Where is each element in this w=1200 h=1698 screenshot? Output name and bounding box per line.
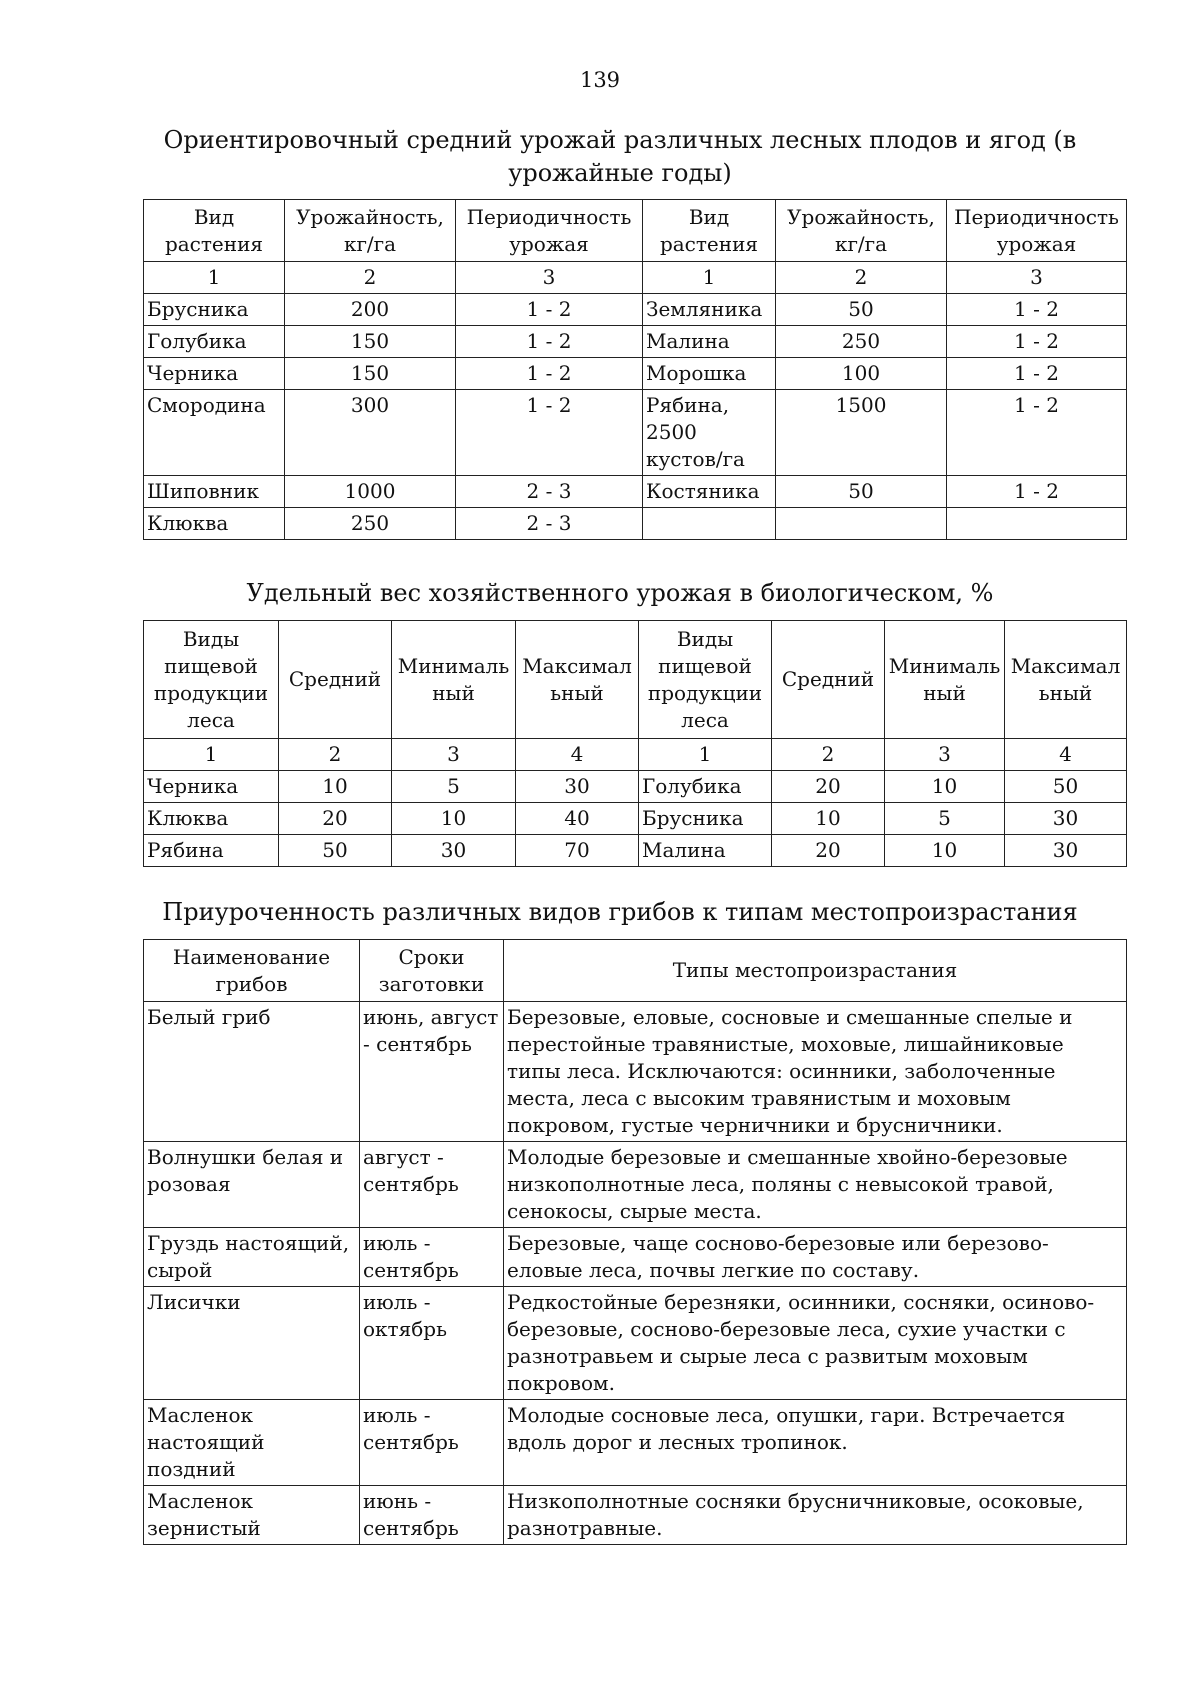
- mushroom-table: [143, 939, 1127, 1545]
- table2-number-row: [144, 739, 1127, 771]
- yield-value: 150: [285, 326, 456, 358]
- average-value: 50: [279, 835, 392, 867]
- mushroom-name: Белый гриб: [144, 1002, 360, 1142]
- min-value: 10: [392, 803, 516, 835]
- table2-header: Максимал ьный: [1005, 621, 1127, 739]
- table-row: [144, 1486, 1127, 1545]
- average-value: 10: [279, 771, 392, 803]
- periodicity-value: 1 - 2: [456, 390, 643, 476]
- product-name: Малина: [639, 835, 772, 867]
- table3-header-row: [144, 940, 1127, 1002]
- habitat-description: Молодые сосновые леса, опушки, гари. Встречается вдоль дорог и лесных тропинок.: [504, 1400, 1127, 1486]
- table3-title: Приуроченность различных видов грибов к типам местопроизрастания: [162, 898, 1078, 926]
- table-row: [144, 803, 1127, 835]
- mushroom-name: Лисички: [144, 1287, 360, 1400]
- table1-header-row: [144, 200, 1127, 262]
- table-row: [144, 1228, 1127, 1287]
- share-table: [143, 620, 1127, 867]
- min-value: 5: [885, 803, 1005, 835]
- plant-name: Брусника: [144, 294, 285, 326]
- table1-header: Периодичность урожая: [947, 200, 1127, 262]
- page-number: 139: [579, 68, 621, 92]
- periodicity-value: 1 - 2: [456, 294, 643, 326]
- column-number: 3: [456, 262, 643, 294]
- plant-name: Малина: [643, 326, 776, 358]
- column-number: 3: [885, 739, 1005, 771]
- table1-header: Урожайность, кг/га: [285, 200, 456, 262]
- table2-header: Минималь ный: [392, 621, 516, 739]
- harvest-period: июнь, август - сентябрь: [360, 1002, 504, 1142]
- table-row: [144, 1400, 1127, 1486]
- column-number: 3: [392, 739, 516, 771]
- yield-value: 100: [776, 358, 947, 390]
- min-value: 10: [885, 771, 1005, 803]
- habitat-description: Березовые, чаще сосново-березовые или березово-еловые леса, почвы легкие по составу.: [504, 1228, 1127, 1287]
- table-row: [144, 358, 1127, 390]
- average-value: 20: [772, 771, 885, 803]
- plant-name: Земляника: [643, 294, 776, 326]
- periodicity-value: 2 - 3: [456, 508, 643, 540]
- periodicity-value: 1 - 2: [947, 294, 1127, 326]
- plant-name: Морошка: [643, 358, 776, 390]
- column-number: 2: [285, 262, 456, 294]
- max-value: 40: [516, 803, 639, 835]
- table-row: [144, 835, 1127, 867]
- periodicity-value: 2 - 3: [456, 476, 643, 508]
- max-value: 30: [1005, 803, 1127, 835]
- yield-value: 150: [285, 358, 456, 390]
- plant-name: Рябина, 2500 кустов/га: [643, 390, 776, 476]
- average-value: 20: [772, 835, 885, 867]
- table2-header: Средний: [279, 621, 392, 739]
- yield-value: 1500: [776, 390, 947, 476]
- column-number: 1: [639, 739, 772, 771]
- min-value: 5: [392, 771, 516, 803]
- table-row: [144, 1002, 1127, 1142]
- plant-name: Шиповник: [144, 476, 285, 508]
- table-row: [144, 1142, 1127, 1228]
- harvest-period: август - сентябрь: [360, 1142, 504, 1228]
- periodicity-value: 1 - 2: [947, 358, 1127, 390]
- periodicity-value: 1 - 2: [947, 476, 1127, 508]
- table2-header: Виды пищевой продукции леса: [144, 621, 279, 739]
- max-value: 50: [1005, 771, 1127, 803]
- yield-value: 200: [285, 294, 456, 326]
- harvest-period: июль - сентябрь: [360, 1400, 504, 1486]
- column-number: 3: [947, 262, 1127, 294]
- harvest-period: июнь - сентябрь: [360, 1486, 504, 1545]
- table2-header: Максимал ьный: [516, 621, 639, 739]
- column-number: 4: [1005, 739, 1127, 771]
- harvest-period: июль - октябрь: [360, 1287, 504, 1400]
- table1-header: Вид растения: [643, 200, 776, 262]
- yield-value: 300: [285, 390, 456, 476]
- table1-title: Ориентировочный средний урожай различных лесных плодов и ягод (в урожайные годы): [163, 126, 1077, 187]
- table-row: [144, 771, 1127, 803]
- harvest-period: июль - сентябрь: [360, 1228, 504, 1287]
- plant-name: Черника: [144, 358, 285, 390]
- yield-value: 250: [776, 326, 947, 358]
- plant-name: Смородина: [144, 390, 285, 476]
- table2-header: Минималь ный: [885, 621, 1005, 739]
- table-row: [144, 294, 1127, 326]
- product-name: Голубика: [639, 771, 772, 803]
- min-value: 10: [885, 835, 1005, 867]
- yield-value: [776, 508, 947, 540]
- table2-header: Средний: [772, 621, 885, 739]
- plant-name: [643, 508, 776, 540]
- column-number: 1: [144, 262, 285, 294]
- column-number: 1: [144, 739, 279, 771]
- mushroom-name: Волнушки белая и розовая: [144, 1142, 360, 1228]
- habitat-description: Редкостойные березняки, осинники, сосняки, осиново-березовые, сосново-березовые леса, сухие участки с разнотравьем и сырые леса с развитым моховым покровом.: [504, 1287, 1127, 1400]
- column-number: 2: [776, 262, 947, 294]
- yield-value: 50: [776, 294, 947, 326]
- table-row: [144, 326, 1127, 358]
- table2-title: Удельный вес хозяйственного урожая в биологическом, %: [246, 579, 994, 607]
- yield-value: 50: [776, 476, 947, 508]
- max-value: 70: [516, 835, 639, 867]
- periodicity-value: 1 - 2: [947, 390, 1127, 476]
- periodicity-value: 1 - 2: [456, 326, 643, 358]
- table2-header: Виды пищевой продукции леса: [639, 621, 772, 739]
- mushroom-name: Масленок настоящий поздний: [144, 1400, 360, 1486]
- product-name: Рябина: [144, 835, 279, 867]
- table1-header: Вид растения: [144, 200, 285, 262]
- table3-header: Наименование грибов: [144, 940, 360, 1002]
- product-name: Брусника: [639, 803, 772, 835]
- column-number: 4: [516, 739, 639, 771]
- periodicity-value: 1 - 2: [456, 358, 643, 390]
- plant-name: Клюква: [144, 508, 285, 540]
- table-row: [144, 1287, 1127, 1400]
- table-row: [144, 476, 1127, 508]
- yield-value: 250: [285, 508, 456, 540]
- table3-header: Сроки заготовки: [360, 940, 504, 1002]
- mushroom-name: Масленок зернистый: [144, 1486, 360, 1545]
- yield-value: 1000: [285, 476, 456, 508]
- table1-header: Урожайность, кг/га: [776, 200, 947, 262]
- max-value: 30: [1005, 835, 1127, 867]
- mushroom-name: Груздь настоящий, сырой: [144, 1228, 360, 1287]
- min-value: 30: [392, 835, 516, 867]
- table2-header-row: [144, 621, 1127, 739]
- plant-name: Костяника: [643, 476, 776, 508]
- table-row: [144, 390, 1127, 476]
- habitat-description: Березовые, еловые, сосновые и смешанные спелые и перестойные травянистые, моховые, лишайниковые типы леса. Исключаются: осинники, заболоченные места, леса с высоким травянистым и моховым покровом, густые черничники и брусничники.: [504, 1002, 1127, 1142]
- table1-header: Периодичность урожая: [456, 200, 643, 262]
- plant-name: Голубика: [144, 326, 285, 358]
- periodicity-value: [947, 508, 1127, 540]
- column-number: 1: [643, 262, 776, 294]
- table-row: [144, 508, 1127, 540]
- harvest-table: [143, 199, 1127, 540]
- max-value: 30: [516, 771, 639, 803]
- column-number: 2: [279, 739, 392, 771]
- habitat-description: Молодые березовые и смешанные хвойно-березовые низкополнотные леса, поляны с невысокой травой, сенокосы, сырые места.: [504, 1142, 1127, 1228]
- product-name: Клюква: [144, 803, 279, 835]
- column-number: 2: [772, 739, 885, 771]
- product-name: Черника: [144, 771, 279, 803]
- average-value: 20: [279, 803, 392, 835]
- average-value: 10: [772, 803, 885, 835]
- habitat-description: Низкополнотные сосняки брусничниковые, осоковые, разнотравные.: [504, 1486, 1127, 1545]
- table1-number-row: [144, 262, 1127, 294]
- periodicity-value: 1 - 2: [947, 326, 1127, 358]
- table3-header: Типы местопроизрастания: [504, 940, 1127, 1002]
